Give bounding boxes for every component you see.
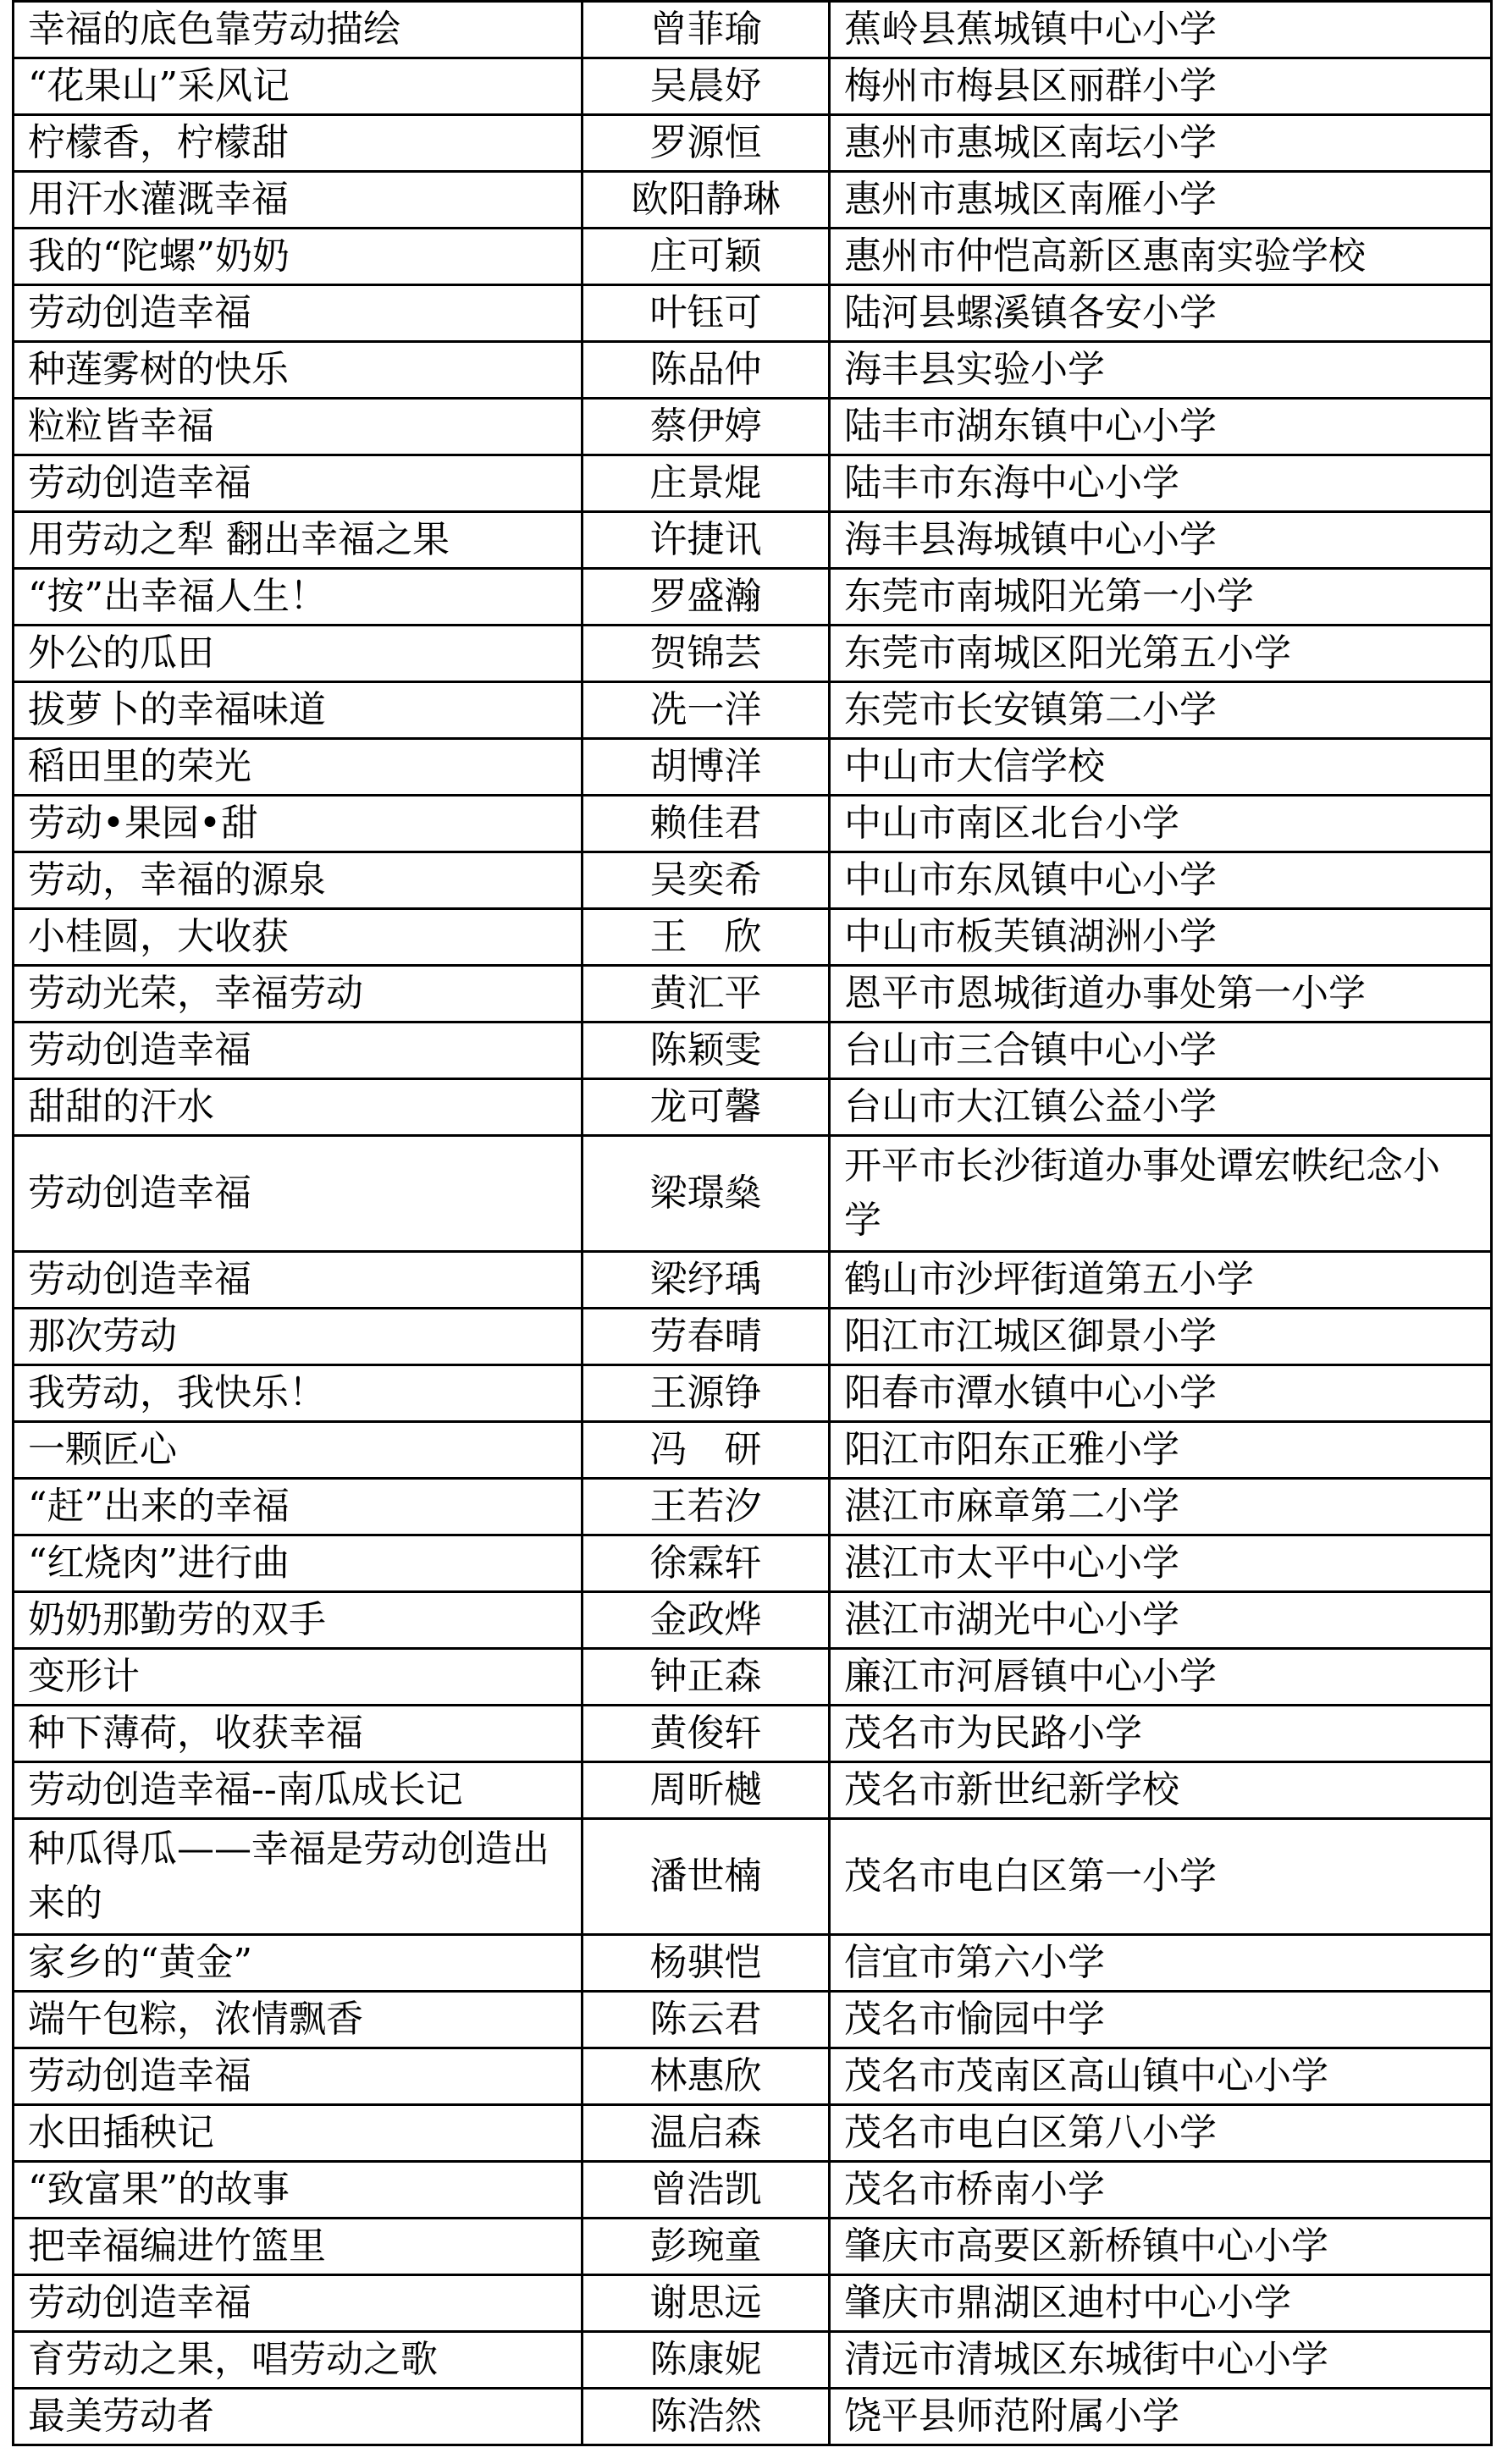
essay-title-cell: 劳动创造幸福 bbox=[14, 2048, 583, 2105]
essay-title-cell: “按”出幸福人生！ bbox=[14, 569, 583, 626]
school-name-cell: 湛江市太平中心小学 bbox=[830, 1535, 1492, 1592]
author-name-cell: 庄可颖 bbox=[583, 229, 830, 285]
essay-title-cell: “花果山”采风记 bbox=[14, 58, 583, 115]
author-name-cell: 黄俊轩 bbox=[583, 1706, 830, 1762]
school-name-cell: 恩平市恩城街道办事处第一小学 bbox=[830, 966, 1492, 1023]
table-row bbox=[14, 512, 1492, 569]
table-row bbox=[14, 1535, 1492, 1592]
school-name-cell: 中山市东凤镇中心小学 bbox=[830, 852, 1492, 909]
essay-title-cell: 种莲雾树的快乐 bbox=[14, 342, 583, 399]
author-name-cell: 钟正森 bbox=[583, 1649, 830, 1706]
author-name-cell: 林惠欣 bbox=[583, 2048, 830, 2105]
table-row bbox=[14, 739, 1492, 796]
essay-title-cell: 种下薄荷，收获幸福 bbox=[14, 1706, 583, 1762]
author-name-cell: 王若汐 bbox=[583, 1479, 830, 1535]
essay-title-cell: 用汗水灌溉幸福 bbox=[14, 172, 583, 229]
author-name-cell: 陈品仲 bbox=[583, 342, 830, 399]
essay-title-cell: 劳动创造幸福--南瓜成长记 bbox=[14, 1762, 583, 1819]
author-name-cell: 欧阳静琳 bbox=[583, 172, 830, 229]
author-name-cell: 赖佳君 bbox=[583, 796, 830, 852]
essay-title-cell: 一颗匠心 bbox=[14, 1422, 583, 1479]
essay-title-cell: 端午包粽，浓情飘香 bbox=[14, 1992, 583, 2048]
school-name-cell: 廉江市河唇镇中心小学 bbox=[830, 1649, 1492, 1706]
essay-title-cell: 最美劳动者 bbox=[14, 2389, 583, 2445]
school-name-cell: 梅州市梅县区丽群小学 bbox=[830, 58, 1492, 115]
school-name-cell: 肇庆市高要区新桥镇中心小学 bbox=[830, 2219, 1492, 2275]
essay-title-cell: 稻田里的荣光 bbox=[14, 739, 583, 796]
author-name-cell: 梁璟燊 bbox=[583, 1136, 830, 1252]
table-row bbox=[14, 2219, 1492, 2275]
essay-title-cell: 劳动创造幸福 bbox=[14, 285, 583, 342]
essay-title-cell: 把幸福编进竹篮里 bbox=[14, 2219, 583, 2275]
school-name-cell: 茂名市电白区第一小学 bbox=[830, 1819, 1492, 1935]
school-name-cell: 阳江市江城区御景小学 bbox=[830, 1309, 1492, 1365]
table-row bbox=[14, 1079, 1492, 1136]
table-row bbox=[14, 229, 1492, 285]
author-name-cell: 冯 研 bbox=[583, 1422, 830, 1479]
table-row bbox=[14, 58, 1492, 115]
essay-title-cell: 我劳动，我快乐！ bbox=[14, 1365, 583, 1422]
table-row bbox=[14, 1649, 1492, 1706]
author-name-cell: 龙可馨 bbox=[583, 1079, 830, 1136]
award-list-table bbox=[12, 0, 1493, 2446]
essay-title-cell: 小桂圆，大收获 bbox=[14, 909, 583, 966]
author-name-cell: 罗盛瀚 bbox=[583, 569, 830, 626]
author-name-cell: 叶钰可 bbox=[583, 285, 830, 342]
essay-title-cell: 劳动光荣，幸福劳动 bbox=[14, 966, 583, 1023]
table-row bbox=[14, 2048, 1492, 2105]
table-row bbox=[14, 1592, 1492, 1649]
table-row bbox=[14, 1935, 1492, 1992]
essay-title-cell: 外公的瓜田 bbox=[14, 626, 583, 682]
author-name-cell: 彭琬童 bbox=[583, 2219, 830, 2275]
school-name-cell: 陆丰市湖东镇中心小学 bbox=[830, 399, 1492, 455]
school-name-cell: 茂名市愉园中学 bbox=[830, 1992, 1492, 2048]
school-name-cell: 东莞市长安镇第二小学 bbox=[830, 682, 1492, 739]
table-row bbox=[14, 1136, 1492, 1252]
essay-title-cell: “致富果”的故事 bbox=[14, 2162, 583, 2219]
school-name-cell: 湛江市湖光中心小学 bbox=[830, 1592, 1492, 1649]
author-name-cell: 王源铮 bbox=[583, 1365, 830, 1422]
essay-title-cell: 我的“陀螺”奶奶 bbox=[14, 229, 583, 285]
school-name-cell: 鹤山市沙坪街道第五小学 bbox=[830, 1252, 1492, 1309]
author-name-cell: 吴奕希 bbox=[583, 852, 830, 909]
school-name-cell: 茂名市为民路小学 bbox=[830, 1706, 1492, 1762]
author-name-cell: 蔡伊婷 bbox=[583, 399, 830, 455]
school-name-cell: 海丰县实验小学 bbox=[830, 342, 1492, 399]
table-row bbox=[14, 852, 1492, 909]
school-name-cell: 阳江市阳东正雅小学 bbox=[830, 1422, 1492, 1479]
table-row bbox=[14, 1023, 1492, 1079]
author-name-cell: 徐霖轩 bbox=[583, 1535, 830, 1592]
table-row bbox=[14, 2275, 1492, 2332]
table-row bbox=[14, 2, 1492, 58]
school-name-cell: 中山市大信学校 bbox=[830, 739, 1492, 796]
table-row bbox=[14, 1706, 1492, 1762]
table-row bbox=[14, 115, 1492, 172]
author-name-cell: 潘世楠 bbox=[583, 1819, 830, 1935]
table-body bbox=[14, 2, 1492, 2445]
table-row bbox=[14, 1422, 1492, 1479]
author-name-cell: 黄汇平 bbox=[583, 966, 830, 1023]
table-row bbox=[14, 1819, 1492, 1935]
essay-title-cell: 劳动，幸福的源泉 bbox=[14, 852, 583, 909]
author-name-cell: 曾浩凯 bbox=[583, 2162, 830, 2219]
document-page bbox=[12, 0, 1490, 2446]
school-name-cell: 蕉岭县蕉城镇中心小学 bbox=[830, 2, 1492, 58]
author-name-cell: 曾菲瑜 bbox=[583, 2, 830, 58]
school-name-cell: 陆丰市东海中心小学 bbox=[830, 455, 1492, 512]
school-name-cell: 茂名市电白区第八小学 bbox=[830, 2105, 1492, 2162]
author-name-cell: 梁纾瑀 bbox=[583, 1252, 830, 1309]
table-row bbox=[14, 2162, 1492, 2219]
school-name-cell: 东莞市南城阳光第一小学 bbox=[830, 569, 1492, 626]
school-name-cell: 清远市清城区东城街中心小学 bbox=[830, 2332, 1492, 2389]
school-name-cell: 海丰县海城镇中心小学 bbox=[830, 512, 1492, 569]
essay-title-cell: 幸福的底色靠劳动描绘 bbox=[14, 2, 583, 58]
author-name-cell: 冼一洋 bbox=[583, 682, 830, 739]
essay-title-cell: 劳动创造幸福 bbox=[14, 455, 583, 512]
table-row bbox=[14, 682, 1492, 739]
table-row bbox=[14, 2389, 1492, 2445]
essay-title-cell: 柠檬香，柠檬甜 bbox=[14, 115, 583, 172]
author-name-cell: 王 欣 bbox=[583, 909, 830, 966]
essay-title-cell: 变形计 bbox=[14, 1649, 583, 1706]
table-row bbox=[14, 2105, 1492, 2162]
author-name-cell: 陈颖雯 bbox=[583, 1023, 830, 1079]
essay-title-cell: 劳动•果园•甜 bbox=[14, 796, 583, 852]
author-name-cell: 胡博洋 bbox=[583, 739, 830, 796]
school-name-cell: 中山市南区北台小学 bbox=[830, 796, 1492, 852]
essay-title-cell: 劳动创造幸福 bbox=[14, 2275, 583, 2332]
author-name-cell: 劳春晴 bbox=[583, 1309, 830, 1365]
author-name-cell: 温启森 bbox=[583, 2105, 830, 2162]
essay-title-cell: 甜甜的汗水 bbox=[14, 1079, 583, 1136]
table-row bbox=[14, 1309, 1492, 1365]
essay-title-cell: 劳动创造幸福 bbox=[14, 1023, 583, 1079]
author-name-cell: 吴晨妤 bbox=[583, 58, 830, 115]
table-row bbox=[14, 342, 1492, 399]
table-row bbox=[14, 399, 1492, 455]
author-name-cell: 杨骐恺 bbox=[583, 1935, 830, 1992]
table-row bbox=[14, 1762, 1492, 1819]
school-name-cell: 茂名市茂南区高山镇中心小学 bbox=[830, 2048, 1492, 2105]
school-name-cell: 惠州市仲恺高新区惠南实验学校 bbox=[830, 229, 1492, 285]
author-name-cell: 谢思远 bbox=[583, 2275, 830, 2332]
essay-title-cell: 育劳动之果，唱劳动之歌 bbox=[14, 2332, 583, 2389]
essay-title-cell: 奶奶那勤劳的双手 bbox=[14, 1592, 583, 1649]
author-name-cell: 陈云君 bbox=[583, 1992, 830, 2048]
school-name-cell: 肇庆市鼎湖区迪村中心小学 bbox=[830, 2275, 1492, 2332]
table-row bbox=[14, 1479, 1492, 1535]
school-name-cell: 阳春市潭水镇中心小学 bbox=[830, 1365, 1492, 1422]
school-name-cell: 惠州市惠城区南雁小学 bbox=[830, 172, 1492, 229]
school-name-cell: 东莞市南城区阳光第五小学 bbox=[830, 626, 1492, 682]
table-row bbox=[14, 966, 1492, 1023]
school-name-cell: 饶平县师范附属小学 bbox=[830, 2389, 1492, 2445]
school-name-cell: 陆河县螺溪镇各安小学 bbox=[830, 285, 1492, 342]
essay-title-cell: 水田插秧记 bbox=[14, 2105, 583, 2162]
school-name-cell: 台山市三合镇中心小学 bbox=[830, 1023, 1492, 1079]
table-row bbox=[14, 909, 1492, 966]
essay-title-cell: 那次劳动 bbox=[14, 1309, 583, 1365]
author-name-cell: 许捷讯 bbox=[583, 512, 830, 569]
school-name-cell: 开平市长沙街道办事处谭宏帙纪念小学 bbox=[830, 1136, 1492, 1252]
essay-title-cell: 拔萝卜的幸福味道 bbox=[14, 682, 583, 739]
table-row bbox=[14, 285, 1492, 342]
author-name-cell: 陈浩然 bbox=[583, 2389, 830, 2445]
essay-title-cell: 种瓜得瓜——幸福是劳动创造出来的 bbox=[14, 1819, 583, 1935]
school-name-cell: 惠州市惠城区南坛小学 bbox=[830, 115, 1492, 172]
essay-title-cell: “红烧肉”进行曲 bbox=[14, 1535, 583, 1592]
school-name-cell: 茂名市新世纪新学校 bbox=[830, 1762, 1492, 1819]
essay-title-cell: 用劳动之犁 翻出幸福之果 bbox=[14, 512, 583, 569]
author-name-cell: 周昕樾 bbox=[583, 1762, 830, 1819]
essay-title-cell: 劳动创造幸福 bbox=[14, 1136, 583, 1252]
essay-title-cell: 家乡的“黄金” bbox=[14, 1935, 583, 1992]
school-name-cell: 湛江市麻章第二小学 bbox=[830, 1479, 1492, 1535]
school-name-cell: 台山市大江镇公益小学 bbox=[830, 1079, 1492, 1136]
essay-title-cell: 劳动创造幸福 bbox=[14, 1252, 583, 1309]
school-name-cell: 中山市板芙镇湖洲小学 bbox=[830, 909, 1492, 966]
school-name-cell: 信宜市第六小学 bbox=[830, 1935, 1492, 1992]
author-name-cell: 贺锦芸 bbox=[583, 626, 830, 682]
table-row bbox=[14, 172, 1492, 229]
author-name-cell: 罗源恒 bbox=[583, 115, 830, 172]
author-name-cell: 陈康妮 bbox=[583, 2332, 830, 2389]
essay-title-cell: 粒粒皆幸福 bbox=[14, 399, 583, 455]
table-row bbox=[14, 1992, 1492, 2048]
table-row bbox=[14, 626, 1492, 682]
table-row bbox=[14, 569, 1492, 626]
table-row bbox=[14, 455, 1492, 512]
table-row bbox=[14, 796, 1492, 852]
author-name-cell: 金政烨 bbox=[583, 1592, 830, 1649]
essay-title-cell: “赶”出来的幸福 bbox=[14, 1479, 583, 1535]
table-row bbox=[14, 2332, 1492, 2389]
author-name-cell: 庄景焜 bbox=[583, 455, 830, 512]
school-name-cell: 茂名市桥南小学 bbox=[830, 2162, 1492, 2219]
table-row bbox=[14, 1252, 1492, 1309]
table-row bbox=[14, 1365, 1492, 1422]
